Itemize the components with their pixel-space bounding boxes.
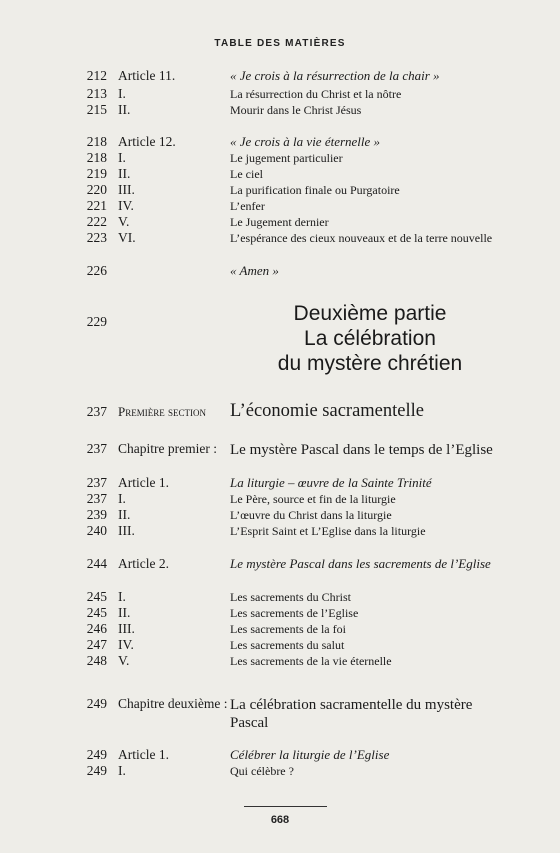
toc-entry <box>0 401 560 422</box>
toc-title: Les sacrements de l’Eglise <box>230 606 359 620</box>
toc-title: Célébrer la liturgie de l’Eglise <box>230 747 390 762</box>
toc-page-number: 221 <box>86 198 107 213</box>
toc-label: IV. <box>118 198 134 213</box>
toc-title: « Amen » <box>230 263 279 278</box>
toc-label: Article 11. <box>118 68 176 83</box>
toc-title: Le mystère Pascal dans le temps de l’Eglise <box>230 442 493 458</box>
toc-title: Mourir dans le Christ Jésus <box>230 103 362 117</box>
toc-page-number: 249 <box>86 696 107 711</box>
toc-title: Les sacrements de la foi <box>230 622 346 636</box>
toc-label: Article 1. <box>118 475 169 490</box>
toc-entry <box>0 763 560 781</box>
toc-entry <box>0 102 560 120</box>
toc-title: La liturgie – œuvre de la Sainte Trinité <box>230 475 432 490</box>
part-page-number: 229 <box>86 314 107 329</box>
toc-label: II. <box>118 166 131 181</box>
toc-page-number: 247 <box>86 637 107 652</box>
toc-page-number: 223 <box>86 230 107 245</box>
toc-page-number: 218 <box>86 134 107 149</box>
toc-title: Les sacrements du Christ <box>230 590 351 604</box>
toc-label: V. <box>118 653 130 668</box>
toc-page-number: 246 <box>86 621 107 636</box>
toc-label: III. <box>118 621 135 636</box>
toc-page-number: 215 <box>86 102 107 117</box>
toc-page-number: 237 <box>86 441 107 456</box>
toc-title: La purification finale ou Purgatoire <box>230 183 400 197</box>
part-title-line-2: La célébration <box>304 327 436 350</box>
toc-page-number: 226 <box>86 263 107 278</box>
toc-label: IV. <box>118 637 134 652</box>
toc-title: Les sacrements du salut <box>230 638 345 652</box>
toc-label: II. <box>118 102 131 117</box>
toc-title: L’espérance des cieux nouveaux et de la terre nouvelle <box>230 231 493 245</box>
toc-label: II. <box>118 507 131 522</box>
toc-title: « Je crois à la résurrection de la chair » <box>230 68 440 83</box>
toc-title: La résurrection du Christ et la nôtre <box>230 87 402 101</box>
toc-title: Le Père, source et fin de la liturgie <box>230 492 396 506</box>
part-title-line-1: Deuxième partie <box>293 302 447 325</box>
toc-label: I. <box>118 763 126 778</box>
running-header: TABLE DES MATIÈRES <box>214 38 346 49</box>
toc-page-number: 248 <box>86 653 107 668</box>
toc-label: I. <box>118 150 126 165</box>
toc-entry <box>0 441 560 459</box>
toc-label: Chapitre premier : <box>118 441 217 456</box>
toc-title: Le Jugement dernier <box>230 215 329 229</box>
toc-entry <box>0 68 560 86</box>
toc-page-number: 237 <box>86 475 107 490</box>
toc-page-number: 249 <box>86 747 107 762</box>
toc-entry <box>0 653 560 671</box>
toc-label: Article 2. <box>118 556 169 571</box>
part-heading <box>240 301 500 376</box>
toc-page-number: 249 <box>86 763 107 778</box>
toc-entry <box>0 263 560 281</box>
footer-rule <box>244 806 327 807</box>
toc-entry <box>0 523 560 541</box>
toc-page-number: 219 <box>86 166 107 181</box>
toc-title: « Je crois à la vie éternelle » <box>230 134 381 149</box>
toc-page-number: 212 <box>86 68 107 83</box>
toc-page-number: 244 <box>86 556 107 571</box>
toc-page-number: 245 <box>86 589 107 604</box>
toc-label: III. <box>118 182 135 197</box>
toc-entry <box>0 230 560 248</box>
toc-label: I. <box>118 491 126 506</box>
toc-title: L’Esprit Saint et L’Eglise dans la liturgie <box>230 524 426 538</box>
toc-page-number: 218 <box>86 150 107 165</box>
toc-label: I. <box>118 86 126 101</box>
toc-title: L’œuvre du Christ dans la liturgie <box>230 508 392 522</box>
toc-title: La célébration sacramentelle du mystère Pascal <box>230 697 473 731</box>
toc-label: Article 1. <box>118 747 169 762</box>
toc-title: Le jugement particulier <box>230 151 343 165</box>
toc-entry <box>0 696 560 731</box>
toc-page-number: 222 <box>86 214 107 229</box>
toc-label: Chapitre deuxième : <box>118 696 228 711</box>
toc-title: Les sacrements de la vie éternelle <box>230 654 392 668</box>
toc-label: I. <box>118 589 126 604</box>
toc-label: Article 12. <box>118 134 176 149</box>
toc-label: II. <box>118 605 131 620</box>
toc-title: Le mystère Pascal dans les sacrements de l’Eglise <box>230 556 491 571</box>
toc-label: VI. <box>118 230 136 245</box>
toc-page-number: 213 <box>86 86 107 101</box>
toc-label: V. <box>118 214 130 229</box>
toc-label: Première section <box>118 404 206 419</box>
toc-title: L’économie sacramentelle <box>230 401 424 421</box>
toc-page-number: 240 <box>86 523 107 538</box>
page-number: 668 <box>270 814 290 826</box>
toc-page-number: 245 <box>86 605 107 620</box>
toc-title: Le ciel <box>230 167 263 181</box>
part-title-line-3: du mystère chrétien <box>277 352 463 375</box>
toc-page-number: 239 <box>86 507 107 522</box>
toc-page-number: 237 <box>86 404 107 419</box>
toc-page-number: 220 <box>86 182 107 197</box>
toc-label: III. <box>118 523 135 538</box>
toc-page-number: 237 <box>86 491 107 506</box>
toc-entry <box>0 556 560 574</box>
toc-title: L’enfer <box>230 199 265 213</box>
toc-title: Qui célèbre ? <box>230 764 294 778</box>
